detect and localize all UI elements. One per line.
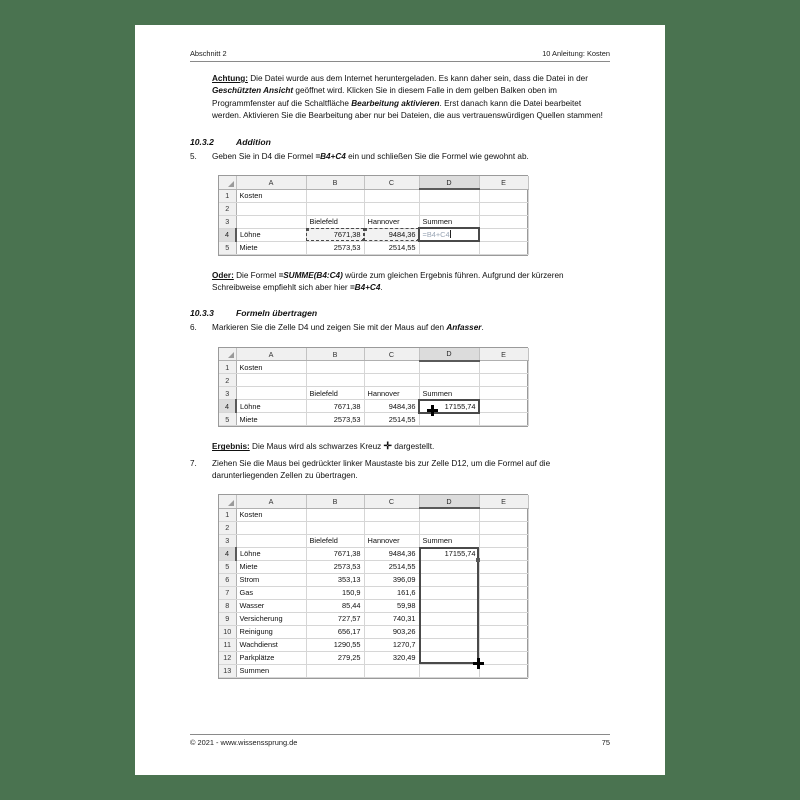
- cell-e2[interactable]: [479, 202, 528, 215]
- cell-c2[interactable]: [364, 374, 419, 387]
- select-all-corner[interactable]: [219, 348, 236, 361]
- table-row: [219, 189, 528, 202]
- column-header-d[interactable]: D: [419, 348, 479, 361]
- cell-e13[interactable]: [479, 664, 528, 677]
- step-7-text: Ziehen Sie die Maus bei gedrückter linker Maustaste bis zur Zelle D12, um die Formel auf die darunterliegenden Zellen zu übertragen.: [212, 458, 551, 481]
- heading-transfer-title: Formeln übertragen: [236, 308, 318, 319]
- page-footer: [190, 734, 610, 747]
- heading-transfer-number: 10.3.3: [190, 308, 214, 319]
- cell-b8[interactable]: 85,44: [306, 599, 364, 612]
- column-header-d[interactable]: D: [419, 176, 479, 189]
- cell-e6[interactable]: [479, 573, 528, 586]
- cell-b1[interactable]: [306, 361, 364, 374]
- cell-b13[interactable]: [306, 664, 364, 677]
- spreadsheet-3-table: [219, 495, 529, 678]
- table-row: [219, 638, 528, 651]
- spreadsheet-2-table: [219, 348, 529, 427]
- notice-emphasis-1: Geschützten Ansicht: [212, 86, 294, 96]
- column-header-a[interactable]: A: [236, 176, 306, 189]
- table-row: [219, 612, 528, 625]
- cell-e11[interactable]: [479, 638, 528, 651]
- cell-c3[interactable]: Hannover: [364, 387, 419, 400]
- notice-text-3: . Erst danach kann die Datei bearbeitet werden. Aktivieren Sie die Bearbeitung aber nur bei Dateien, die aus vertrauenswürdigen Quellen stammen!: [212, 98, 603, 121]
- row-header[interactable]: 6: [219, 573, 236, 586]
- ergebnis-paragraph: [212, 441, 610, 453]
- cell-a9[interactable]: Versicherung: [236, 612, 306, 625]
- table-row: [219, 664, 528, 677]
- row-header[interactable]: 11: [219, 638, 236, 651]
- row-header[interactable]: 1: [219, 189, 236, 202]
- row-header-active[interactable]: 4: [219, 400, 236, 413]
- table-row: [219, 573, 528, 586]
- cell-c6[interactable]: 396,09: [364, 573, 419, 586]
- table-row: [219, 521, 528, 534]
- oder-formula-2: =B4+C4: [349, 282, 381, 292]
- cell-d5[interactable]: [419, 560, 479, 573]
- cell-e1[interactable]: [479, 189, 528, 202]
- heading-addition-title: Addition: [236, 136, 271, 147]
- cell-a4[interactable]: Löhne: [236, 547, 306, 560]
- heading-addition-number: 10.3.2: [190, 136, 214, 147]
- cell-b2[interactable]: [306, 521, 364, 534]
- table-row: [219, 599, 528, 612]
- row-header[interactable]: 2: [219, 521, 236, 534]
- step-6-text: [212, 322, 610, 334]
- cell-e3[interactable]: [479, 534, 528, 547]
- cell-d9[interactable]: [419, 612, 479, 625]
- row-header[interactable]: 1: [219, 361, 236, 374]
- cell-a12[interactable]: Parkplätze: [236, 651, 306, 664]
- row-header[interactable]: 7: [219, 586, 236, 599]
- cell-c5[interactable]: 2514,55: [364, 413, 419, 426]
- cell-b12[interactable]: 279,25: [306, 651, 364, 664]
- cell-a6[interactable]: Strom: [236, 573, 306, 586]
- step-5-formula: =B4+C4: [315, 151, 346, 161]
- cell-c8[interactable]: 59,98: [364, 599, 419, 612]
- cell-e4[interactable]: [479, 228, 528, 241]
- row-header[interactable]: 3: [219, 215, 236, 228]
- heading-addition: [190, 137, 610, 147]
- cell-a10[interactable]: Reinigung: [236, 625, 306, 638]
- column-header-c[interactable]: C: [364, 495, 419, 508]
- row-header[interactable]: 9: [219, 612, 236, 625]
- row-header[interactable]: 13: [219, 664, 236, 677]
- cell-e1[interactable]: [479, 361, 528, 374]
- table-row: [219, 651, 528, 664]
- cell-e4[interactable]: [479, 400, 528, 413]
- row-header[interactable]: 3: [219, 534, 236, 547]
- column-header-e[interactable]: E: [479, 176, 528, 189]
- cell-e7[interactable]: [479, 586, 528, 599]
- cell-b3[interactable]: Bielefeld: [306, 215, 364, 228]
- column-header-d[interactable]: D: [419, 495, 479, 508]
- cell-b4[interactable]: 7671,38: [306, 547, 364, 560]
- running-head-right: 10 Anleitung: Kosten: [542, 49, 610, 58]
- cell-c12[interactable]: 320,49: [364, 651, 419, 664]
- cell-d7[interactable]: [419, 586, 479, 599]
- step-5-number: 5.: [190, 151, 197, 161]
- cell-d3[interactable]: Summen: [419, 534, 479, 547]
- step-6-text-2: .: [481, 323, 484, 333]
- cell-d2[interactable]: [419, 374, 479, 387]
- footer-page-number: 75: [601, 738, 610, 747]
- cell-e10[interactable]: [479, 625, 528, 638]
- oder-label: Oder:: [212, 270, 234, 280]
- cell-d1[interactable]: [419, 508, 479, 521]
- cell-e3[interactable]: [479, 387, 528, 400]
- cell-c11[interactable]: 1270,7: [364, 638, 419, 651]
- cell-b4-selected[interactable]: 7671,38: [306, 228, 364, 241]
- cell-c3[interactable]: Hannover: [364, 534, 419, 547]
- page-content: [190, 73, 610, 679]
- column-header-c[interactable]: C: [364, 348, 419, 361]
- ergebnis-text-1: Die Maus wird als schwarzes Kreuz: [249, 442, 384, 452]
- cell-b7[interactable]: 150,9: [306, 586, 364, 599]
- column-header-b[interactable]: B: [306, 348, 364, 361]
- cell-b10[interactable]: 656,17: [306, 625, 364, 638]
- select-all-triangle-icon: [228, 181, 234, 187]
- spreadsheet-1[interactable]: [218, 175, 528, 256]
- ergebnis-label: Ergebnis:: [212, 442, 250, 452]
- cell-c4-selected[interactable]: 9484,36: [364, 228, 419, 241]
- cell-b5[interactable]: 2573,53: [306, 413, 364, 426]
- column-header-e[interactable]: E: [479, 348, 528, 361]
- column-header-row: [219, 348, 528, 361]
- table-row: [219, 413, 528, 426]
- cell-b2[interactable]: [306, 202, 364, 215]
- notice-paragraph: [212, 73, 610, 123]
- row-header[interactable]: 5: [219, 241, 236, 254]
- table-row: [219, 374, 528, 387]
- cell-c7[interactable]: 161,6: [364, 586, 419, 599]
- table-row: [219, 387, 528, 400]
- cell-b9[interactable]: 727,57: [306, 612, 364, 625]
- cell-e12[interactable]: [479, 651, 528, 664]
- cell-a2[interactable]: [236, 202, 306, 215]
- step-5-text-1: Geben Sie in D4 die Formel: [212, 151, 316, 161]
- column-header-e[interactable]: E: [479, 495, 528, 508]
- table-row: [219, 625, 528, 638]
- table-row: [219, 228, 528, 241]
- spreadsheet-2[interactable]: [218, 347, 528, 428]
- cell-a3[interactable]: [236, 534, 306, 547]
- row-header-active[interactable]: 4: [219, 547, 236, 560]
- cell-d4-editing[interactable]: [419, 228, 479, 241]
- row-header[interactable]: 5: [219, 560, 236, 573]
- select-all-triangle-icon: [228, 352, 234, 358]
- table-row: [219, 586, 528, 599]
- spreadsheet-1-table: [219, 176, 529, 255]
- cell-d4-selected[interactable]: 17155,74: [419, 400, 479, 413]
- row-header[interactable]: 8: [219, 599, 236, 612]
- step-5-text-2: ein und schließen Sie die Formel wie gewohnt ab.: [345, 151, 529, 161]
- cell-e1[interactable]: [479, 508, 528, 521]
- cell-d2[interactable]: [419, 202, 479, 215]
- step-6-emphasis: Anfasser: [446, 323, 482, 333]
- select-all-corner[interactable]: [219, 495, 236, 508]
- row-header[interactable]: 2: [219, 202, 236, 215]
- step-6-number: 6.: [190, 323, 197, 333]
- cell-a1[interactable]: Kosten: [236, 361, 306, 374]
- cell-d10[interactable]: [419, 625, 479, 638]
- cell-d8[interactable]: [419, 599, 479, 612]
- cell-a3[interactable]: [236, 387, 306, 400]
- ergebnis-text-2: dargestellt.: [391, 442, 435, 452]
- step-7-number: 7.: [190, 458, 197, 468]
- heading-transfer: [190, 308, 610, 318]
- cell-c5[interactable]: 2514,55: [364, 560, 419, 573]
- cell-e4[interactable]: [479, 547, 528, 560]
- oder-text-2: würde zum gleichen Ergebnis führen. Aufgrund der kürzeren Schreibweise empfiehlt sich aber hier: [212, 270, 564, 292]
- table-row: [219, 534, 528, 547]
- column-header-row: [219, 176, 528, 189]
- cell-b3[interactable]: Bielefeld: [306, 534, 364, 547]
- step-6: [190, 322, 610, 334]
- table-row: [219, 560, 528, 573]
- cell-e2[interactable]: [479, 521, 528, 534]
- running-head-left: Abschnitt 2: [190, 49, 227, 58]
- cell-d3[interactable]: Summen: [419, 215, 479, 228]
- cell-d11[interactable]: [419, 638, 479, 651]
- running-head: [190, 49, 610, 62]
- cell-c3[interactable]: Hannover: [364, 215, 419, 228]
- cell-e2[interactable]: [479, 374, 528, 387]
- cell-a4[interactable]: Löhne: [236, 228, 306, 241]
- cell-b3[interactable]: Bielefeld: [306, 387, 364, 400]
- cell-a5[interactable]: Miete: [236, 413, 306, 426]
- cell-c4[interactable]: 9484,36: [364, 400, 419, 413]
- cell-c5[interactable]: 2514,55: [364, 241, 419, 254]
- notice-text-2: geöffnet wird. Klicken Sie in diesem Falle in dem gelben Balken oben im Programmfenster auf die Schaltfläche: [212, 86, 557, 108]
- cell-a7[interactable]: Gas: [236, 586, 306, 599]
- select-all-triangle-icon: [228, 500, 234, 506]
- step-7: [190, 458, 610, 483]
- row-header[interactable]: 1: [219, 508, 236, 521]
- cell-a13[interactable]: Summen: [236, 664, 306, 677]
- row-header[interactable]: 2: [219, 374, 236, 387]
- cell-a1[interactable]: Kosten: [236, 189, 306, 202]
- table-row: [219, 508, 528, 521]
- row-header[interactable]: 3: [219, 387, 236, 400]
- row-header[interactable]: 5: [219, 413, 236, 426]
- cell-e3[interactable]: [479, 215, 528, 228]
- notice-emphasis-2: Bearbeitung aktivieren: [351, 98, 440, 108]
- cell-d5[interactable]: [419, 413, 479, 426]
- cell-b5[interactable]: 2573,53: [306, 560, 364, 573]
- notice-label: Achtung:: [212, 74, 248, 83]
- column-header-c[interactable]: C: [364, 176, 419, 189]
- column-header-a[interactable]: A: [236, 495, 306, 508]
- table-row: [219, 215, 528, 228]
- notice-text-1: Die Datei wurde aus dem Internet heruntergeladen. Es kann daher sein, dass die Datei in der: [247, 74, 588, 83]
- step-6-text-1: Markieren Sie die Zelle D4 und zeigen Sie mit der Maus auf den: [212, 323, 447, 333]
- cell-c4[interactable]: 9484,36: [364, 547, 419, 560]
- cell-c13[interactable]: [364, 664, 419, 677]
- cell-b5[interactable]: 2573,53: [306, 241, 364, 254]
- cell-c9[interactable]: 740,31: [364, 612, 419, 625]
- step-5-text: [212, 151, 610, 163]
- cell-a2[interactable]: [236, 521, 306, 534]
- cell-b6[interactable]: 353,13: [306, 573, 364, 586]
- cell-c2[interactable]: [364, 202, 419, 215]
- cell-c2[interactable]: [364, 521, 419, 534]
- cell-c10[interactable]: 903,26: [364, 625, 419, 638]
- cell-a2[interactable]: [236, 374, 306, 387]
- cell-b4[interactable]: 7671,38: [306, 400, 364, 413]
- step-5: [190, 151, 610, 163]
- cell-b1[interactable]: [306, 189, 364, 202]
- table-row: [219, 400, 528, 413]
- cell-d1[interactable]: [419, 361, 479, 374]
- cell-a11[interactable]: Wachdienst: [236, 638, 306, 651]
- table-row: [219, 547, 528, 560]
- cell-a5[interactable]: Miete: [236, 560, 306, 573]
- cell-b11[interactable]: 1290,55: [306, 638, 364, 651]
- black-cross-icon: ✛: [383, 441, 392, 453]
- table-row: [219, 361, 528, 374]
- cell-a8[interactable]: Wasser: [236, 599, 306, 612]
- cell-d4-formula-text: =B4+C4: [422, 230, 450, 240]
- row-header[interactable]: 10: [219, 625, 236, 638]
- cell-c1[interactable]: [364, 508, 419, 521]
- cell-c1[interactable]: [364, 361, 419, 374]
- oder-formula-1: =SUMME(B4:C4): [278, 270, 343, 280]
- oder-text-1: Die Formel: [233, 270, 279, 280]
- column-header-b[interactable]: B: [306, 495, 364, 508]
- cell-d4[interactable]: 17155,74: [419, 547, 479, 560]
- cell-c1[interactable]: [364, 189, 419, 202]
- column-header-row: [219, 495, 528, 508]
- cell-d13[interactable]: [419, 664, 479, 677]
- row-header[interactable]: 12: [219, 651, 236, 664]
- column-header-a[interactable]: A: [236, 348, 306, 361]
- oder-text-3: .: [380, 282, 383, 292]
- table-row: [219, 241, 528, 254]
- column-header-b[interactable]: B: [306, 176, 364, 189]
- cell-d5[interactable]: [419, 241, 479, 254]
- spreadsheet-3[interactable]: [218, 494, 528, 679]
- cell-b2[interactable]: [306, 374, 364, 387]
- oder-paragraph: [212, 270, 610, 295]
- cell-e9[interactable]: [479, 612, 528, 625]
- cell-d2[interactable]: [419, 521, 479, 534]
- table-row: [219, 202, 528, 215]
- cell-e5[interactable]: [479, 241, 528, 254]
- cell-a3[interactable]: [236, 215, 306, 228]
- cell-d6[interactable]: [419, 573, 479, 586]
- cell-d1[interactable]: [419, 189, 479, 202]
- cell-e5[interactable]: [479, 560, 528, 573]
- cell-a1[interactable]: Kosten: [236, 508, 306, 521]
- cell-a4[interactable]: Löhne: [236, 400, 306, 413]
- cell-d3[interactable]: Summen: [419, 387, 479, 400]
- text-caret: [450, 230, 451, 238]
- cell-d12[interactable]: [419, 651, 479, 664]
- cell-e8[interactable]: [479, 599, 528, 612]
- cell-e5[interactable]: [479, 413, 528, 426]
- document-page: [135, 25, 665, 775]
- row-header-active[interactable]: 4: [219, 228, 236, 241]
- select-all-corner[interactable]: [219, 176, 236, 189]
- cell-b1[interactable]: [306, 508, 364, 521]
- footer-copyright: © 2021 - www.wissenssprung.de: [190, 738, 298, 747]
- cell-a5[interactable]: Miete: [236, 241, 306, 254]
